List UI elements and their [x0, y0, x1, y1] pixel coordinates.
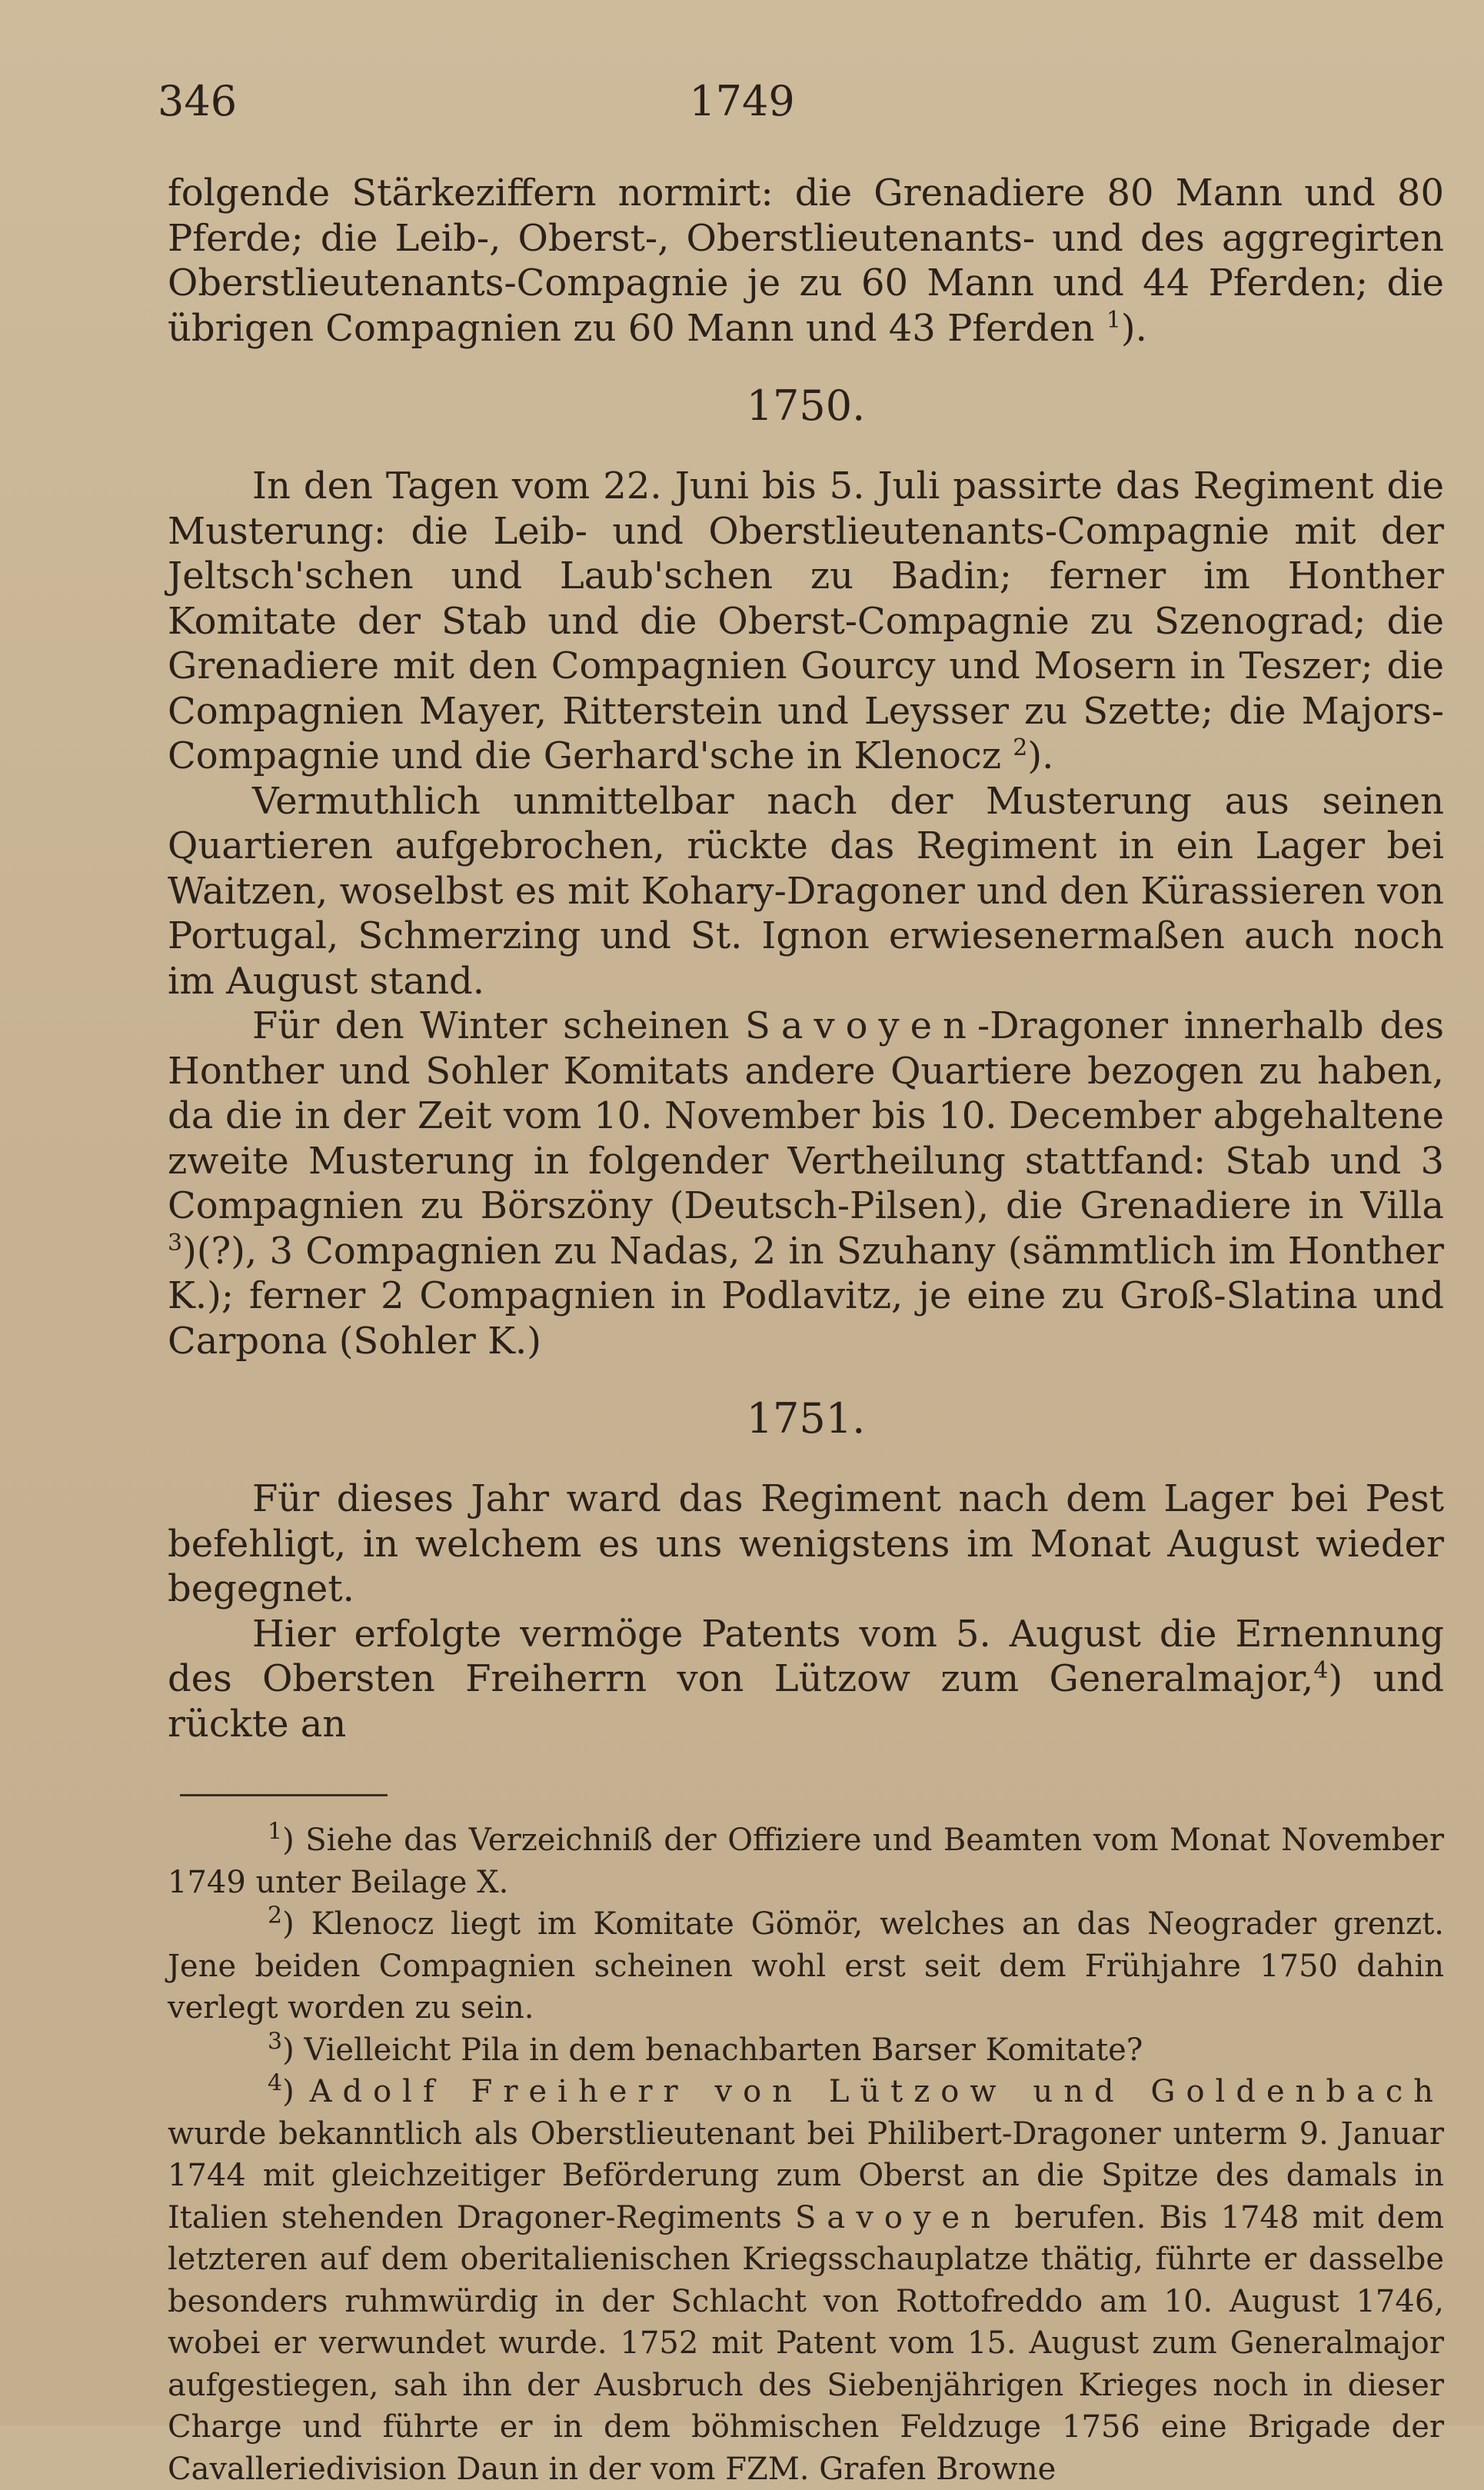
- regiment-name: Savoyen: [745, 1004, 977, 1047]
- footnote-ref: 4: [1313, 1657, 1329, 1684]
- footnote: $^4$) Adolf Freiherr von Lützow und Goldenbach wurde bekanntlich als Oberstlieutenant bei Philibert-Dragoner unterm 9. Januar 1744 mit gleichzeitiger Beförderung zum Oberst an die Spitze des damals in Italien stehenden Dragoner-Regiments Savoyen berufen. Bis 1748 mit dem letzteren auf dem oberitalienischen Kriegsschauplatze thätig, führte er dasselbe besonders ruhmwürdig in der Schlacht von Rottofreddo am 10. August 1746, wobei er verwundet wurde. 1752 mit Patent vom 15. August zum Generalmajor aufgestiegen, sah ihn der Ausbruch des Siebenjährigen Krieges noch in dieser Charge und führte er in dem böhmischen Feldzuge 1756 eine Brigade der Cavalleriedivision Daun in der vom FZM. Grafen Browne: [168, 2069, 1445, 2487]
- running-year: 1749: [689, 77, 795, 125]
- footnotes: [168, 1819, 1444, 2490]
- main-text: [168, 171, 1444, 2490]
- section-heading-1751: 1751.: [746, 1394, 866, 1443]
- paragraph: Vermuthlich unmittelbar nach der Musterung aus seinen Quartieren aufgebrochen, rückte das Regiment in ein Lager bei Waitzen, woselbst es mit Kohary-Dragoner und den Kürassieren von Portugal, Schmerzing und St. Ignon erwiesenermaßen auch noch im August stand.: [168, 779, 1444, 1003]
- paragraph: Für den Winter scheinen Savoyen-Dragoner innerhalb des Honther und Sohler Komitats andere Quartiere bezogen zu haben, da die in der Zeit vom 10. November bis 10. December abgehaltene zweite Musterung in folgender Vertheilung stattfand: Stab und 3 Compagnien zu Börszöny (Deutsch-Pilsen), die Grenadiere in Villa $^3$)(?), 3 Compagnien zu Nadas, 2 in Szuhany (sämmtlich im Honther K.); ferner 2 Compagnien in Podlavitz, je eine zu Groß-Slatina und Carpona (Sohler K.): [168, 1004, 1444, 1363]
- footnote-divider: [180, 1794, 388, 1796]
- paragraph: Hier erfolgte vermöge Patents vom 5. August die Ernennung des Obersten Freiherrn von Lützow zum Generalmajor,$^4$) und rückte an: [168, 1612, 1445, 1746]
- footnote: $^2$) Klenocz liegt im Komitate Gömör, welches an das Neograder grenzt. Jene beiden Compagnien scheinen wohl erst seit dem Frühjahre 1750 dahin verlegt worden zu sein.: [168, 1902, 1444, 2026]
- page-number: 346: [158, 77, 238, 125]
- paragraph: Für dieses Jahr ward das Regiment nach dem Lager bei Pest befehligt, in welchem es uns wenigstens im Monat August wieder begegnet.: [168, 1477, 1444, 1610]
- paragraph: In den Tagen vom 22. Juni bis 5. Juli passirte das Regiment die Musterung: die Leib- und Oberstlieutenants-Compagnie mit der Jeltsch'schen und Laub'schen zu Badin; ferner im Honther Komitate der Stab und die Oberst-Compagnie zu Szenograd; die Grenadiere mit den Compagnien Gourcy und Mosern in Teszer; die Compagnien Mayer, Ritterstein und Leysser zu Szette; die Majors-Compagnie und die Gerhard'sche in Klenocz $^2$).: [168, 464, 1444, 777]
- footnote-ref: 1: [1106, 306, 1121, 334]
- footnote-ref: 3: [168, 1229, 183, 1257]
- person-name: Adolf Freiherr von Lützow und Goldenbach: [309, 2074, 1444, 2109]
- footnote: $^3$) Vielleicht Pila in dem benachbarten Barser Komitate?: [268, 2028, 1143, 2068]
- footnote-ref: 2: [1013, 734, 1028, 761]
- paragraph-1749: folgende Stärkeziffern normirt: die Grenadiere 80 Mann und 80 Pferde; die Leib-, Oberst-, Oberstlieutenants- und des aggregirten Oberstlieutenants-Compagnie je zu 60 Mann und 44 Pferden; die übrigen Compagnien zu 60 Mann und 43 Pferden $^1$).: [168, 171, 1444, 350]
- running-header: [0, 77, 1484, 131]
- footnote: $^1$) Siehe das Verzeichniß der Offiziere und Beamten vom Monat November 1749 unter Beilage X.: [168, 1818, 1444, 1900]
- section-heading-1750: 1750.: [746, 381, 866, 430]
